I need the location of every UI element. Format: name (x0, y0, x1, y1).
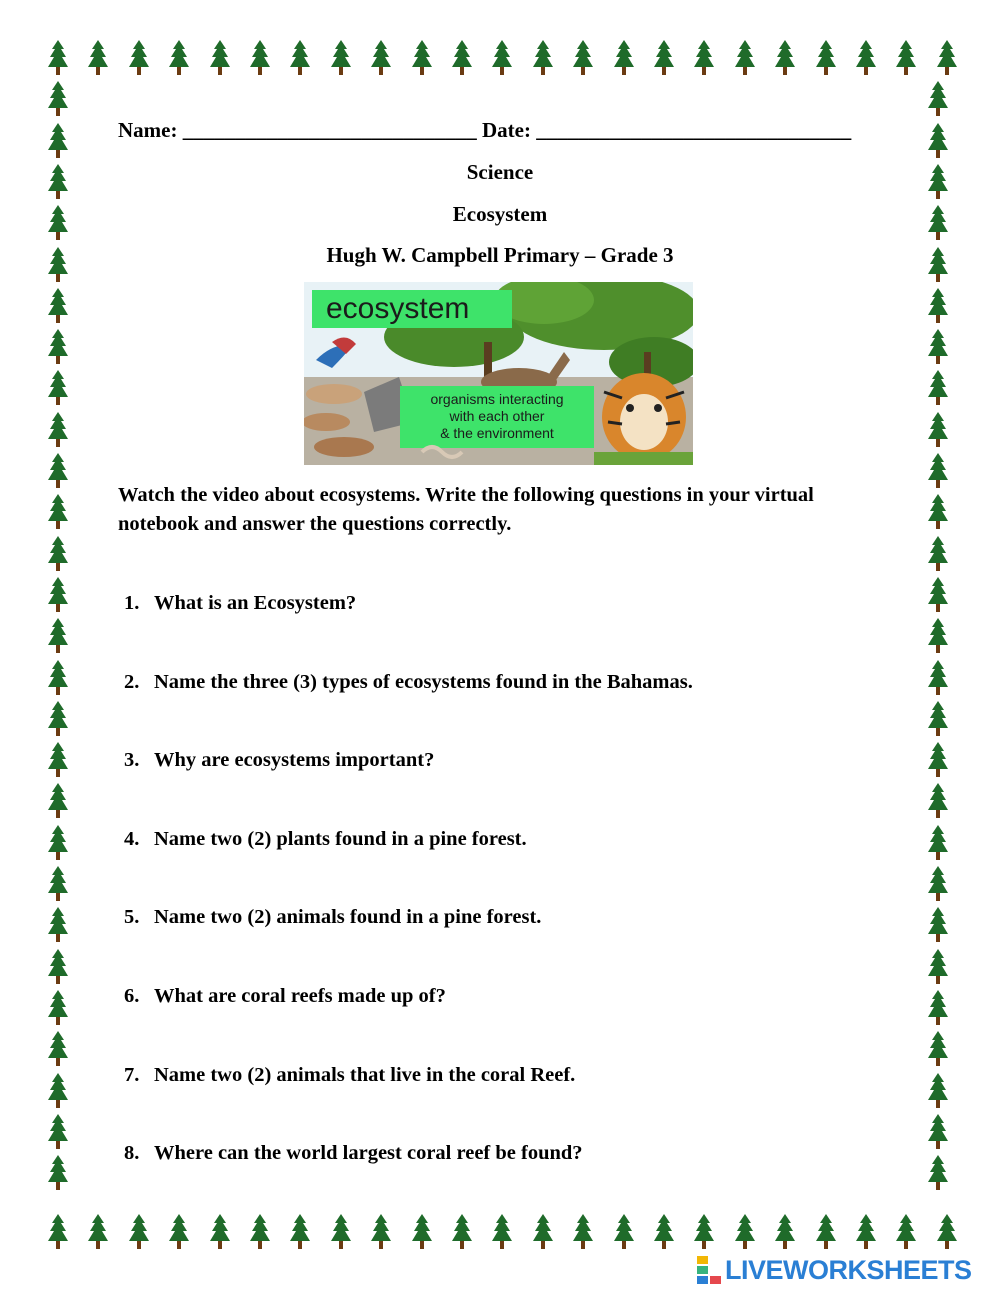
pine-tree-icon (936, 1214, 958, 1250)
pine-tree-icon (47, 907, 69, 943)
pine-tree-icon (927, 618, 949, 654)
pine-tree-icon (249, 1214, 271, 1250)
pine-tree-icon (47, 660, 69, 696)
pine-tree-icon (927, 1031, 949, 1067)
pine-tree-icon (927, 577, 949, 613)
question-item (124, 749, 434, 772)
pine-tree-icon (532, 1214, 554, 1250)
pine-tree-icon (47, 949, 69, 985)
pine-tree-icon (532, 40, 554, 76)
pine-tree-icon (411, 40, 433, 76)
pine-tree-icon (47, 370, 69, 406)
pine-tree-icon (47, 329, 69, 365)
question-number: 4. (124, 828, 140, 850)
pine-tree-icon (734, 40, 756, 76)
pine-tree-icon (289, 1214, 311, 1250)
pine-tree-icon (491, 40, 513, 76)
liveworksheets-logo[interactable] (697, 1254, 972, 1286)
pine-tree-icon (927, 288, 949, 324)
pine-tree-icon (653, 1214, 675, 1250)
banner-title: ecosystem (326, 292, 470, 325)
pine-tree-icon (47, 1114, 69, 1150)
pine-tree-icon (927, 81, 949, 117)
pine-tree-icon (927, 1073, 949, 1109)
ecosystem-banner-image (304, 282, 693, 465)
question-text: Why are ecosystems important? (154, 749, 435, 771)
pine-tree-icon (47, 825, 69, 861)
pine-tree-icon (927, 866, 949, 902)
pine-tree-icon (572, 1214, 594, 1250)
pine-tree-icon (491, 1214, 513, 1250)
pine-tree-icon (572, 40, 594, 76)
pine-tree-icon (855, 40, 877, 76)
pine-tree-icon (613, 1214, 635, 1250)
pine-tree-icon (927, 329, 949, 365)
pine-tree-icon (209, 1214, 231, 1250)
question-text: Name the three (3) types of ecosystems found in the Bahamas. (154, 671, 693, 693)
pine-tree-icon (451, 40, 473, 76)
question-text: Where can the world largest coral reef be found? (154, 1142, 583, 1164)
pine-tree-icon (128, 40, 150, 76)
topic-heading: Ecosystem (452, 202, 548, 226)
question-item (124, 985, 446, 1008)
pine-tree-icon (47, 453, 69, 489)
pine-tree-icon (47, 1214, 69, 1250)
instructions-text: Watch the video about ecosystems. Write the following questions in your virtual notebook and answer the questions correctly. (118, 484, 814, 535)
banner-caption-line-2: with each other (449, 408, 545, 424)
banner-caption-line-1: organisms interacting (430, 391, 564, 407)
pine-tree-icon (47, 577, 69, 613)
question-text: What are coral reefs made up of? (154, 985, 446, 1007)
question-number: 5. (124, 906, 140, 928)
question-text: Name two (2) animals found in a pine forest. (154, 906, 542, 928)
pine-tree-icon (927, 949, 949, 985)
pine-tree-icon (927, 701, 949, 737)
pine-tree-icon (87, 40, 109, 76)
pine-tree-icon (411, 1214, 433, 1250)
school-heading: Hugh W. Campbell Primary – Grade 3 (326, 243, 674, 267)
question-number: 8. (124, 1142, 140, 1164)
pine-tree-icon (370, 40, 392, 76)
question-item (124, 828, 527, 851)
pine-tree-icon (47, 412, 69, 448)
pine-tree-icon (693, 1214, 715, 1250)
pine-tree-icon (613, 40, 635, 76)
pine-tree-icon (927, 412, 949, 448)
pine-tree-icon (895, 40, 917, 76)
question-item (124, 671, 693, 694)
pine-tree-icon (370, 1214, 392, 1250)
pine-tree-icon (47, 40, 69, 76)
question-number: 2. (124, 671, 140, 693)
pine-tree-icon (47, 1155, 69, 1191)
question-text: What is an Ecosystem? (154, 592, 357, 614)
pine-tree-icon (87, 1214, 109, 1250)
question-number: 6. (124, 985, 140, 1007)
pine-tree-icon (927, 783, 949, 819)
pine-tree-icon (927, 453, 949, 489)
pine-tree-icon (927, 1114, 949, 1150)
pine-tree-icon (47, 288, 69, 324)
pine-tree-icon (653, 40, 675, 76)
pine-tree-icon (47, 990, 69, 1026)
pine-tree-icon (330, 40, 352, 76)
question-number: 3. (124, 749, 140, 771)
pine-tree-icon (927, 907, 949, 943)
question-item (124, 1064, 575, 1087)
pine-tree-icon (47, 81, 69, 117)
liveworksheets-brand: LIVEWORKSHEETS (725, 1254, 972, 1285)
pine-tree-icon (927, 660, 949, 696)
pine-tree-icon (47, 494, 69, 530)
pine-tree-icon (249, 40, 271, 76)
pine-tree-icon (289, 40, 311, 76)
name-date-line: Name: ____________________________ Date: ______________________________ (118, 118, 852, 142)
question-number: 7. (124, 1064, 140, 1086)
pine-tree-icon (927, 536, 949, 572)
pine-tree-icon (774, 40, 796, 76)
pine-tree-icon (927, 123, 949, 159)
pine-tree-icon (128, 1214, 150, 1250)
question-item (124, 906, 541, 929)
pine-tree-icon (895, 1214, 917, 1250)
pine-tree-icon (855, 1214, 877, 1250)
pine-tree-icon (47, 618, 69, 654)
pine-tree-icon (47, 783, 69, 819)
pine-tree-icon (47, 1073, 69, 1109)
pine-tree-icon (451, 1214, 473, 1250)
pine-tree-icon (927, 990, 949, 1026)
pine-tree-icon (209, 40, 231, 76)
pine-tree-icon (168, 40, 190, 76)
pine-tree-icon (47, 123, 69, 159)
pine-tree-icon (330, 1214, 352, 1250)
pine-tree-icon (47, 866, 69, 902)
pine-tree-icon (47, 701, 69, 737)
question-item (124, 1142, 583, 1165)
pine-tree-icon (815, 1214, 837, 1250)
liveworksheets-logo-icon (697, 1256, 721, 1284)
question-text: Name two (2) plants found in a pine forest. (154, 828, 527, 850)
banner-caption-line-3: & the environment (440, 425, 554, 441)
pine-tree-icon (936, 40, 958, 76)
pine-tree-icon (774, 1214, 796, 1250)
pine-tree-icon (927, 494, 949, 530)
subject-heading: Science (466, 160, 534, 184)
pine-tree-icon (693, 40, 715, 76)
pine-tree-icon (47, 742, 69, 778)
pine-tree-icon (168, 1214, 190, 1250)
question-number: 1. (124, 592, 140, 614)
pine-tree-icon (927, 742, 949, 778)
pine-tree-icon (47, 1031, 69, 1067)
question-text: Name two (2) animals that live in the coral Reef. (154, 1064, 576, 1086)
question-item (124, 592, 356, 615)
pine-tree-icon (927, 825, 949, 861)
pine-tree-icon (927, 1155, 949, 1191)
pine-tree-icon (47, 536, 69, 572)
pine-tree-icon (927, 370, 949, 406)
pine-tree-icon (815, 40, 837, 76)
pine-tree-icon (734, 1214, 756, 1250)
